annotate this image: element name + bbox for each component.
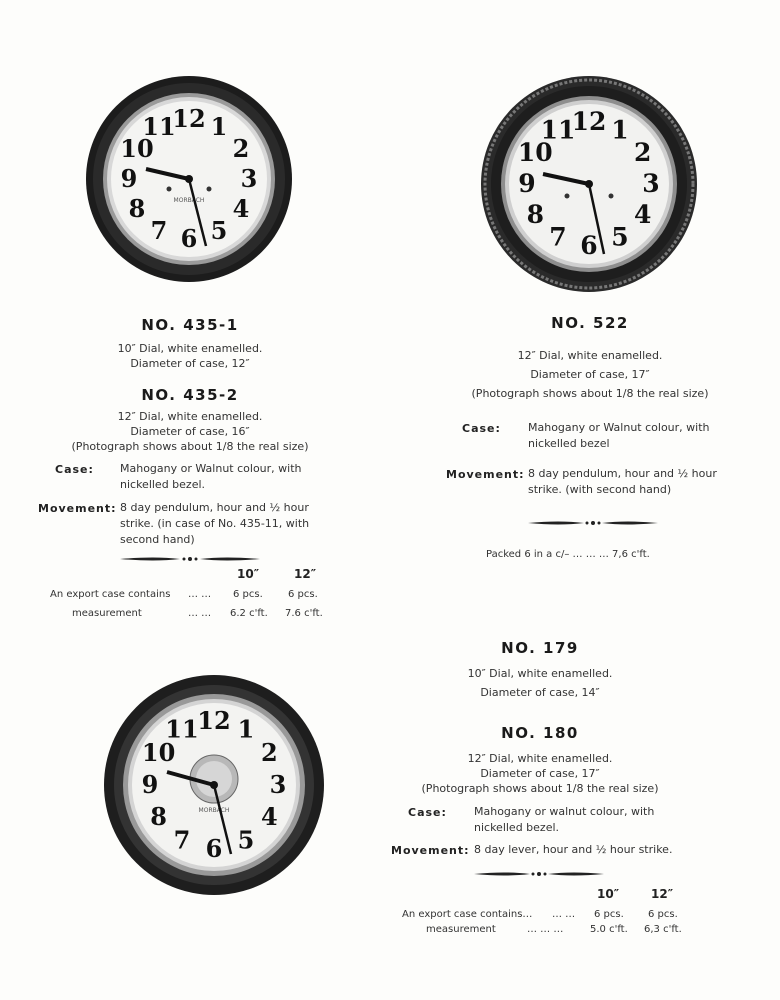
clock-numeral: 5 [210, 216, 228, 245]
export-case-label: An export case contains… [402, 909, 533, 920]
clock-numeral: 6 [580, 231, 598, 260]
movement-description: 8 day lever, hour and ½ hour strike. [474, 843, 673, 856]
clock-numeral: 2 [261, 738, 278, 767]
case-diameter: Diameter of case, 14″ [480, 686, 600, 699]
dots: … … [552, 909, 576, 920]
clock-522-image [479, 74, 699, 294]
clock-numeral: 1 [611, 115, 629, 145]
column-header-12: 12″ [651, 887, 674, 901]
case-diameter: Diameter of case, 16″ [130, 425, 250, 438]
movement-label: Movement: [391, 844, 470, 857]
clock-numeral: 1 [210, 112, 228, 141]
dial-spec: 12″ Dial, white enamelled. [117, 410, 263, 423]
clock-numeral: 11 [142, 112, 176, 141]
clock-numeral: 10 [517, 138, 553, 167]
movement-description: 8 day pendulum, hour and ½ hour strike. (in case of No. 435-11, with second hand) [120, 501, 310, 546]
column-header-12: 12″ [294, 567, 317, 581]
dots: … … [188, 608, 212, 619]
clock-numeral: 9 [518, 169, 536, 198]
measurement-10: 5.0 c'ft. [590, 924, 628, 935]
movement-description: 8 day pendulum, hour and ½ hour strike. (with second hand) [528, 467, 717, 496]
clock-numeral: 3 [240, 164, 258, 193]
clock-numeral: 11 [540, 115, 576, 145]
case-description: Mahogany or Walnut colour, with nickelled bezel [528, 421, 710, 450]
dial-spec: 10″ Dial, white enamelled. [467, 667, 613, 680]
clock-numeral: 9 [120, 164, 138, 193]
clock-numeral: 4 [232, 194, 250, 223]
export-qty-10: 6 pcs. [233, 589, 263, 600]
case-label: Case: [462, 422, 501, 435]
clock-numeral: 3 [642, 169, 660, 198]
clock-numeral: 10 [141, 738, 176, 767]
case-description: Mahogany or walnut colour, with nickelled bezel. [474, 805, 655, 834]
export-case-label: An export case contains [50, 589, 171, 600]
case-diameter: Diameter of case, 17″ [530, 368, 650, 381]
clock-numeral: 8 [526, 200, 545, 229]
clock-numeral: 4 [633, 200, 652, 229]
measurement-12: 7.6 c'ft. [285, 608, 323, 619]
dots: … … … [527, 924, 564, 935]
case-diameter: Diameter of case, 17″ [480, 767, 600, 780]
export-qty-12: 6 pcs. [288, 589, 318, 600]
clock-numeral: 6 [205, 834, 223, 863]
clock-435-image [84, 74, 294, 284]
measurement-10: 6.2 c'ft. [230, 608, 268, 619]
model-title-522: NO. 522 [551, 314, 629, 332]
column-header-10: 10″ [237, 567, 260, 581]
ornament-divider [474, 871, 604, 877]
ornament-divider [528, 520, 658, 526]
model-title-435-2: NO. 435-2 [141, 386, 239, 404]
dots: … … [188, 589, 212, 600]
dial-spec: 12″ Dial, white enamelled. [467, 752, 613, 765]
model-title-180: NO. 180 [501, 724, 579, 742]
movement-label: Movement: [446, 468, 525, 481]
clock-numeral: 1 [237, 714, 255, 744]
clock-numeral: 7 [150, 216, 168, 245]
clock-numeral: 11 [165, 714, 199, 744]
model-title-179: NO. 179 [501, 639, 579, 657]
case-description: Mahogany or Walnut colour, with nickelled bezel. [120, 462, 302, 491]
clock-numeral: 12 [172, 104, 206, 133]
dial-brand: MORBACH [173, 197, 205, 204]
clock-numeral: 8 [128, 194, 146, 223]
case-label: Case: [408, 806, 447, 819]
clock-numeral: 12 [571, 107, 607, 136]
export-qty-12: 6 pcs. [648, 909, 678, 920]
dial-brand: MORBACH [198, 807, 230, 814]
dial-spec: 10″ Dial, white enamelled. [117, 342, 263, 355]
export-qty-10: 6 pcs. [594, 909, 624, 920]
clock-numeral: 10 [120, 134, 154, 163]
clock-numeral: 7 [549, 222, 567, 252]
clock-numeral: 8 [150, 802, 167, 831]
ornament-divider [120, 556, 260, 562]
clock-numeral: 4 [261, 802, 278, 831]
dial-spec: 12″ Dial, white enamelled. [517, 349, 663, 362]
case-diameter: Diameter of case, 12″ [130, 357, 250, 370]
clock-numeral: 9 [141, 770, 159, 799]
measurement-12: 6,3 c'ft. [644, 924, 682, 935]
clock-numeral: 6 [180, 224, 198, 253]
clock-numeral: 3 [269, 770, 287, 799]
clock-numeral: 5 [237, 825, 255, 855]
clock-numeral: 2 [633, 138, 652, 167]
clock-numeral: 5 [611, 222, 629, 252]
model-title-435-1: NO. 435-1 [141, 316, 239, 334]
column-header-10: 10″ [597, 887, 620, 901]
photo-scale-note: (Photograph shows about 1/8 the real size) [421, 782, 659, 795]
measurement-label: measurement [72, 608, 142, 619]
photo-scale-note: (Photograph shows about 1/8 the real size) [71, 440, 309, 453]
case-label: Case: [55, 463, 94, 476]
clock-numeral: 12 [197, 706, 231, 735]
clock-numeral: 2 [232, 134, 250, 163]
packed-info: Packed 6 in a c/– … … … 7,6 c'ft. [486, 549, 650, 560]
clock-numeral: 7 [173, 825, 191, 855]
clock-179-image [103, 674, 325, 896]
measurement-label: measurement [426, 924, 496, 935]
movement-label: Movement: [38, 502, 117, 515]
photo-scale-note: (Photograph shows about 1/8 the real size) [471, 387, 709, 400]
